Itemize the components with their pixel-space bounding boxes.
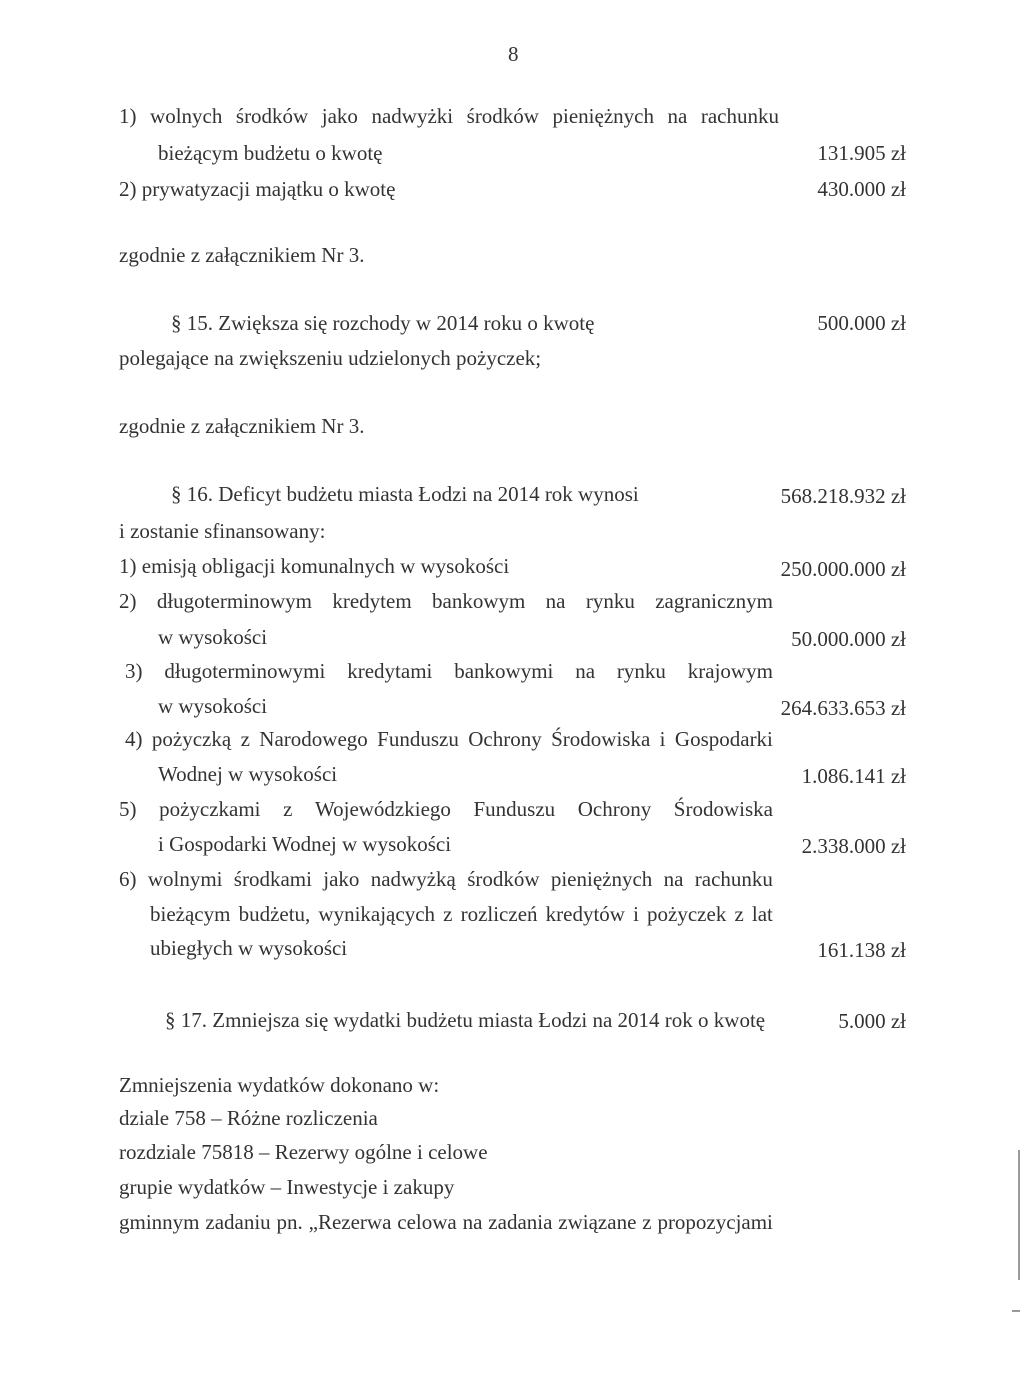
word: kredytów (545, 902, 625, 926)
s16-item3-amount: 264.633.653 zł (780, 696, 906, 720)
s16-item3-line2: w wysokości (158, 694, 268, 718)
s16-item5-amount: 2.338.000 zł (801, 834, 906, 858)
s16-item6-line2 (150, 904, 773, 925)
s16-item2-amount: 50.000.000 zł (791, 627, 906, 651)
s16-item6-amount: 161.138 zł (817, 938, 906, 962)
s17-title: § 17. Zmniejsza się wydatki budżetu miasta Łodzi na 2014 rok o kwotę (165, 1008, 766, 1032)
word: wynikających (318, 902, 436, 926)
word: Środowiska (551, 727, 651, 751)
s17-amount: 5.000 zł (838, 1009, 906, 1033)
s16-item3-line1 (125, 661, 773, 682)
word: pieniężnych (552, 104, 654, 128)
s17-line2: dziale 758 – Różne rozliczenia (119, 1106, 378, 1130)
s16-item4-line2: Wodnej w wysokości (158, 762, 338, 786)
s16-item6-line1 (119, 869, 773, 890)
word: na (663, 867, 684, 891)
word: 3) (125, 659, 143, 683)
word: propozycjami (657, 1210, 773, 1234)
s16-item5-line2: i Gospodarki Wodnej w wysokości (158, 832, 452, 856)
word: zadaniu (205, 1210, 271, 1234)
s15-line2: polegające na zwiększeniu udzielonych pożyczek; (119, 346, 542, 370)
scan-edge-mark (1012, 1310, 1020, 1312)
word: Środowiska (673, 797, 773, 821)
s17-line1: Zmniejszenia wydatków dokonano w: (119, 1073, 440, 1097)
s16-item2-line2: w wysokości (158, 625, 268, 649)
s15-title: § 15. Zwiększa się rozchody w 2014 roku o kwotę (171, 311, 595, 335)
s16-item1: 1) emisją obligacji komunalnych w wysokości (119, 554, 510, 578)
s14-footer: zgodnie z załącznikiem Nr 3. (119, 243, 365, 267)
word: na (667, 104, 688, 128)
word: środkami (233, 867, 312, 891)
s15-amount: 500.000 zł (817, 311, 906, 335)
s17-line5 (119, 1212, 773, 1233)
word: rachunku (694, 867, 773, 891)
word: rynku (585, 589, 635, 613)
word: z (283, 797, 293, 821)
word: zagranicznym (655, 589, 773, 613)
word: Gospodarki (674, 727, 773, 751)
s14-item1-line1 (119, 106, 779, 127)
word: pożyczek (647, 902, 727, 926)
word: Narodowego (259, 727, 368, 751)
word: „Rezerwa (308, 1210, 392, 1234)
word: wolnych (150, 104, 223, 128)
word: bieżącym (150, 902, 231, 926)
word: pożyczką (151, 727, 232, 751)
word: lat (751, 902, 773, 926)
word: jako (323, 867, 360, 891)
word: z (734, 902, 744, 926)
word: celowa (397, 1210, 457, 1234)
word: środków (466, 104, 539, 128)
word: na (462, 1210, 483, 1234)
word: rynku (616, 659, 666, 683)
word: 1) (119, 104, 137, 128)
word: Ochrony (577, 797, 652, 821)
s14-item1-line2: bieżącym budżetu o kwotę (158, 141, 383, 165)
word: z (240, 727, 250, 751)
scan-edge-mark (1018, 1150, 1020, 1280)
s16-item4-amount: 1.086.141 zł (801, 764, 906, 788)
s16-item4-line1 (125, 729, 773, 750)
word: 6) (119, 867, 137, 891)
page-number: 8 (508, 42, 519, 66)
word: 2) (119, 589, 137, 613)
word: na (545, 589, 566, 613)
s16-item1-amount: 250.000.000 zł (780, 557, 906, 581)
s14-item2-amount: 430.000 zł (817, 177, 906, 201)
word: 5) (119, 797, 137, 821)
word: z (642, 1210, 652, 1234)
word: nadwyżką (370, 867, 456, 891)
s16-item6-line3: ubiegłych w wysokości (150, 936, 348, 960)
word: związane (558, 1210, 637, 1234)
s17-line3: rozdziale 75818 – Rezerwy ogólne i celowe (119, 1140, 488, 1164)
s15-footer: zgodnie z załącznikiem Nr 3. (119, 414, 365, 438)
s14-item1-amount: 131.905 zł (817, 141, 906, 165)
word: długoterminowym (156, 589, 312, 613)
word: zadania (488, 1210, 553, 1234)
s17-line4: grupie wydatków – Inwestycje i zakupy (119, 1175, 455, 1199)
word: gminnym (119, 1210, 200, 1234)
word: bankowym (432, 589, 526, 613)
word: środków (235, 104, 309, 128)
word: nadwyżki (371, 104, 454, 128)
s16-intro: i zostanie sfinansowany: (119, 519, 326, 543)
word: pieniężnych (550, 867, 653, 891)
word: pn. (276, 1210, 303, 1234)
s16-title: § 16. Deficyt budżetu miasta Łodzi na 2014 rok wynosi (171, 482, 639, 506)
word: i (633, 902, 639, 926)
word: jako (321, 104, 358, 128)
word: budżetu, (238, 902, 311, 926)
word: 4) (125, 727, 143, 751)
s14-item2: 2) prywatyzacji majątku o kwotę (119, 177, 396, 201)
word: długoterminowymi (164, 659, 326, 683)
word: rachunku (700, 104, 779, 128)
s16-amount: 568.218.932 zł (780, 484, 906, 508)
word: Funduszu (377, 727, 459, 751)
s16-item2-line1 (119, 591, 773, 612)
word: Wojewódzkiego (314, 797, 451, 821)
word: z (443, 902, 453, 926)
word: na (575, 659, 596, 683)
word: Ochrony (468, 727, 542, 751)
word: kredytami (347, 659, 433, 683)
word: środków (467, 867, 540, 891)
word: rozliczeń (460, 902, 538, 926)
word: krajowym (687, 659, 773, 683)
word: bankowymi (454, 659, 554, 683)
word: wolnymi (147, 867, 223, 891)
word: i (659, 727, 666, 751)
word: Funduszu (473, 797, 556, 821)
s16-item5-line1 (119, 799, 773, 820)
word: kredytem (332, 589, 412, 613)
word: pożyczkami (159, 797, 261, 821)
